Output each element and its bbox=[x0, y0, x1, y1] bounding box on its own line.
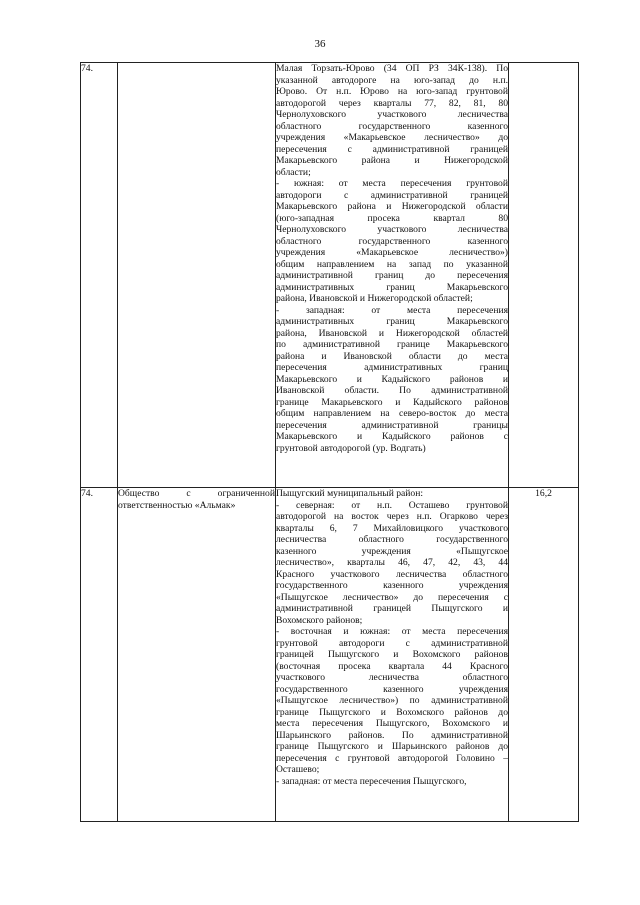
description-line: общим направлением на северо-восток до места bbox=[276, 408, 508, 419]
description-line: административных границ Макарьевского bbox=[276, 281, 508, 293]
description-line: по административной границе Макарьевского bbox=[276, 339, 508, 350]
description-line: государственного казенного учреждения bbox=[276, 683, 508, 695]
page-number: 36 bbox=[314, 38, 326, 50]
description-line: района, Ивановской и Нижегородской областей bbox=[276, 327, 508, 339]
description-line: «Пыщугское лесничество») по административной bbox=[276, 695, 508, 706]
description-line: Пыщугский муниципальный район: bbox=[276, 488, 424, 499]
row-number-cell: 74. bbox=[81, 63, 118, 488]
row-number-cell: 74. bbox=[81, 488, 118, 822]
description-line: учреждения «Макарьевское лесничество» до bbox=[276, 132, 508, 143]
description-line: Малая Торзать-Юрово (34 ОП РЗ 34К-138). По bbox=[276, 63, 508, 74]
boundaries-table bbox=[80, 62, 579, 822]
description-line: Ивановской области. По административной bbox=[276, 385, 508, 396]
description-line: - южная: от места пересечения грунтовой bbox=[276, 178, 508, 189]
description-line: - западная: от места пересечения bbox=[276, 304, 508, 316]
table-row bbox=[81, 63, 579, 488]
description-line: областного государственного казенного bbox=[276, 235, 508, 247]
description-line: границе Пыщугского и Вохомского районов до bbox=[276, 706, 508, 718]
organization-line: ответственностью «Альмак» bbox=[118, 499, 236, 511]
area-value-cell: 16,2 bbox=[509, 488, 579, 822]
organization-cell bbox=[118, 488, 276, 822]
organization-line: Общество с ограниченной bbox=[118, 488, 275, 499]
boundary-description-cell bbox=[276, 63, 509, 488]
description-line: автодорогой через кварталы 77, 82, 81, 80 bbox=[276, 97, 508, 109]
description-line: «Пыщугское лесничество» до пересечения с bbox=[276, 591, 508, 603]
description-line: административной границей Пыщугского и bbox=[276, 603, 508, 614]
description-line: общим направлением на запад по указанной bbox=[276, 258, 508, 270]
description-line: автодорогой на восток через н.п. Огарково через bbox=[276, 511, 508, 522]
description-line: Вохомского районов; bbox=[276, 614, 363, 626]
description-line: области; bbox=[276, 166, 311, 178]
description-line: пересечения административной границы bbox=[276, 419, 508, 431]
description-line: Юрово. От н.п. Юрово на юго-запад грунтовой bbox=[276, 86, 508, 97]
organization-cell bbox=[118, 63, 276, 488]
description-line: Макарьевского и Кадыйского районов с bbox=[276, 431, 508, 442]
description-line: пересечения с административной границей bbox=[276, 143, 508, 155]
description-line: пересечения с грунтовой автодорогой Головино – bbox=[276, 752, 508, 764]
description-line: учреждения «Макарьевское лесничество») bbox=[276, 247, 508, 258]
description-line: государственного казенного учреждения bbox=[276, 580, 508, 591]
description-line: лесничество», кварталы 46, 47, 42, 43, 44 bbox=[276, 557, 508, 568]
description-line: лесничества областного государственного bbox=[276, 534, 508, 545]
description-line: Макарьевского и Кадыйского районов и bbox=[276, 373, 508, 385]
description-line: района и Ивановской области до места bbox=[276, 350, 508, 362]
table-row bbox=[81, 488, 579, 822]
description-line: Чернолуховского участкового лесничества bbox=[276, 109, 508, 120]
description-line: областного государственного казенного bbox=[276, 120, 508, 132]
description-line: границе Макарьевского и Кадыйского районов bbox=[276, 396, 508, 408]
description-line: казенного учреждения «Пыщугское bbox=[276, 545, 508, 557]
description-line: участкового лесничества областного bbox=[276, 672, 508, 683]
description-line: административных границ Макарьевского bbox=[276, 316, 508, 327]
description-line: - восточная и южная: от места пересечения bbox=[276, 626, 508, 637]
description-line: автодороги с административной границей bbox=[276, 189, 508, 201]
description-line: грунтовой автодороги с административной bbox=[276, 637, 508, 649]
description-line: Чернолуховского участкового лесничества bbox=[276, 224, 508, 235]
description-line: административной границ до пересечения bbox=[276, 270, 508, 281]
description-line: Осташево; bbox=[276, 764, 320, 775]
description-line: Красного участкового лесничества областного bbox=[276, 568, 508, 580]
description-line: места пересечения Пыщугского, Вохомского и bbox=[276, 718, 508, 729]
description-line: грунтовой автодорогой (ур. Водгать) bbox=[276, 442, 426, 454]
description-line: границей Пыщугского и Вохомского районов bbox=[276, 649, 508, 660]
description-line: Шарьинского районов. По административной bbox=[276, 729, 508, 741]
boundary-description-cell bbox=[276, 488, 509, 822]
description-line: пересечения административных границ bbox=[276, 362, 508, 373]
description-line: границе Пыщугского и Шарьинского районов до bbox=[276, 741, 508, 752]
description-line: Макарьевского района и Нижегородской bbox=[276, 155, 508, 166]
description-line: (восточная просека квартала 44 Красного bbox=[276, 660, 508, 672]
description-line: (юго-западная просека квартал 80 bbox=[276, 212, 508, 224]
description-line: - северная: от н.п. Осташево грунтовой bbox=[276, 499, 508, 511]
description-line: - западная: от места пересечения Пыщугского, bbox=[276, 775, 467, 787]
area-value-cell bbox=[509, 63, 579, 488]
description-line: Макарьевского района и Нижегородской области bbox=[276, 201, 508, 212]
description-line: указанной автодороге на юго-запад до н.п. bbox=[276, 74, 508, 86]
description-line: кварталы 6, 7 Михайловицкого участкового bbox=[276, 522, 508, 534]
description-line: района, Ивановской и Нижегородской областей; bbox=[276, 293, 473, 304]
